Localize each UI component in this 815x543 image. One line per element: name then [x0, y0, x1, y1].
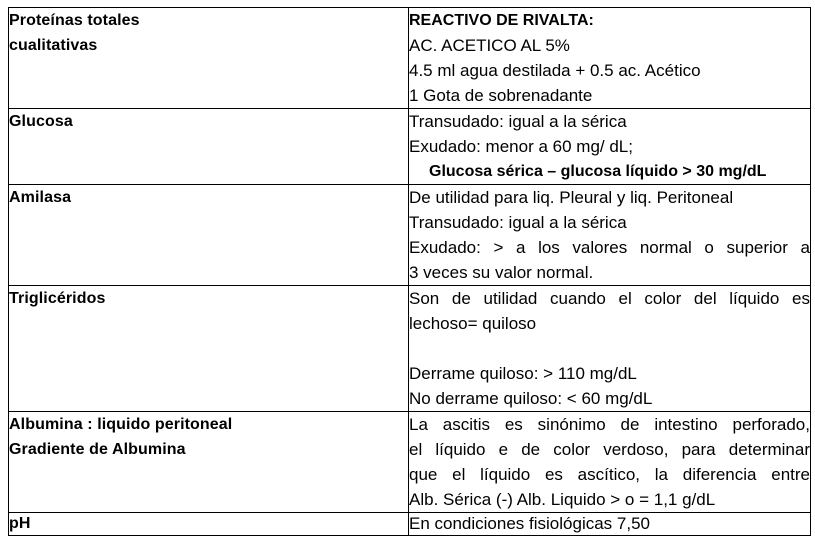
test-detail-cell	[409, 412, 811, 513]
test-name-line: Albumina : liquido peritoneal	[9, 416, 233, 433]
detail-line: Transudado: igual a la sérica	[409, 112, 627, 131]
test-name-line: pH	[9, 515, 31, 532]
test-name-line: cualitativas	[9, 37, 98, 54]
test-name-cell	[9, 185, 409, 286]
test-detail-cell	[409, 8, 811, 109]
table-row	[9, 412, 811, 513]
test-name-line: Triglicéridos	[9, 290, 106, 307]
table-row	[9, 109, 811, 185]
test-name-cell	[9, 513, 409, 536]
detail-line: Derrame quiloso: > 110 mg/dL	[409, 364, 637, 383]
detail-line: De utilidad para liq. Pleural y liq. Peritoneal	[409, 188, 734, 207]
table-row	[9, 513, 811, 536]
detail-line: La ascitis es sinónimo de intestino perforado,	[409, 415, 810, 434]
detail-emphasis-formula: Glucosa sérica – glucosa líquido > 30 mg/dL	[429, 163, 767, 180]
test-name-cell	[9, 8, 409, 109]
detail-line: Transudado: igual a la sérica	[409, 213, 627, 232]
lab-tests-table	[8, 7, 811, 536]
test-name-cell	[9, 109, 409, 185]
table-row	[9, 8, 811, 109]
test-name-cell	[9, 412, 409, 513]
detail-line: AC. ACETICO AL 5%	[409, 36, 570, 55]
table-row	[9, 185, 811, 286]
test-detail-cell	[409, 286, 811, 412]
detail-line: 3 veces su valor normal.	[409, 263, 594, 282]
detail-line: En condiciones fisiológicas 7,50	[409, 514, 650, 533]
detail-line: lechoso= quiloso	[409, 314, 537, 333]
test-name-line: Amilasa	[9, 189, 72, 206]
test-detail-cell	[409, 513, 811, 536]
detail-line: Exudado: > a los valores normal o superior a	[409, 238, 810, 257]
detail-line: Alb. Sérica (-) Alb. Liquido > o = 1,1 g/dL	[409, 490, 716, 509]
detail-line: No derrame quiloso: < 60 mg/dL	[409, 389, 653, 408]
test-name-cell	[9, 286, 409, 412]
test-name-line: Gradiente de Albumina	[9, 441, 186, 458]
test-name-line: Glucosa	[9, 113, 73, 130]
detail-line: 1 Gota de sobrenadante	[409, 86, 593, 105]
detail-line: el líquido e de color verdoso, para determinar	[409, 440, 810, 459]
detail-line: que el líquido es ascítico, la diferencia entre	[409, 465, 810, 484]
test-detail-cell	[409, 109, 811, 185]
detail-line: Son de utilidad cuando el color del líquido es	[409, 289, 810, 308]
blank-line	[409, 336, 810, 361]
test-detail-cell	[409, 185, 811, 286]
detail-heading: REACTIVO DE RIVALTA:	[409, 12, 594, 29]
detail-line: 4.5 ml agua destilada + 0.5 ac. Acético	[409, 61, 701, 80]
test-name-line: Proteínas totales	[9, 12, 140, 29]
detail-line: Exudado: menor a 60 mg/ dL;	[409, 137, 633, 156]
table-row	[9, 286, 811, 412]
